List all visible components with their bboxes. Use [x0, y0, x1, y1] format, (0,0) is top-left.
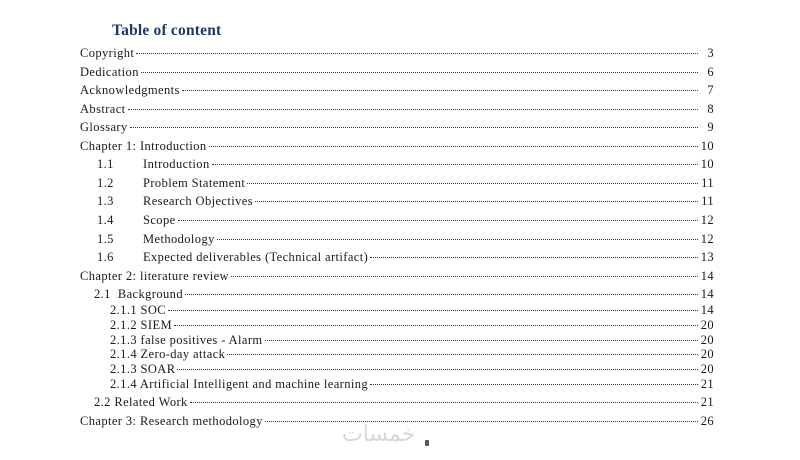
toc-entry-label: 2.1.1 SOC [110, 303, 167, 317]
dot-leader [177, 369, 698, 370]
toc-entry-page: 6 [707, 65, 714, 79]
dot-leader [265, 340, 698, 341]
toc-entry-acknowledgments[interactable] [80, 82, 714, 98]
toc-entry-label: 2.1.4 Artificial Intelligent and machine learning [110, 377, 369, 391]
toc-entry-label: Methodology [143, 232, 215, 246]
toc-entry-page: 26 [700, 414, 714, 428]
toc-entry-label: 2.1 Background [94, 287, 183, 301]
toc-entry-page: 14 [700, 303, 714, 317]
toc-entry-page: 14 [700, 287, 714, 301]
dot-leader [130, 127, 698, 128]
toc-entry-page: 10 [700, 139, 714, 153]
toc-entry-label: Chapter 3: Research methodology [80, 414, 263, 428]
toc-entry-2-1-1[interactable] [110, 302, 714, 318]
toc-entry-label: Expected deliverables (Technical artifact) [143, 250, 369, 264]
toc-entry-label: 2.1.2 SIEM [110, 318, 172, 332]
toc-entry-label: Dedication [80, 65, 139, 79]
toc-entry-label: Introduction [143, 157, 210, 171]
toc-entry-label: Abstract [80, 102, 126, 116]
toc-entry-label: 2.1.3 false positives - Alarm [110, 333, 263, 347]
toc-entry-1-4[interactable] [97, 212, 714, 228]
toc-entry-page: 11 [701, 176, 714, 190]
dot-leader [231, 276, 698, 277]
toc-entry-page: 12 [700, 232, 714, 246]
toc-entry-2-2[interactable] [94, 394, 714, 410]
dot-leader [136, 53, 698, 54]
toc-entry-page: 3 [707, 46, 714, 60]
toc-entry-label: Research Objectives [143, 194, 253, 208]
toc-entry-glossary[interactable] [80, 119, 714, 135]
toc-entry-2-1-4-ai[interactable] [110, 376, 714, 392]
dot-leader [255, 201, 698, 202]
dot-leader [247, 183, 698, 184]
dot-leader [370, 384, 698, 385]
toc-entry-label: Glossary [80, 120, 128, 134]
toc-entry-label: Scope [143, 213, 176, 227]
dot-leader [174, 325, 698, 326]
toc-entry-label: Copyright [80, 46, 135, 60]
dot-leader [217, 239, 698, 240]
toc-entry-1-1[interactable] [97, 156, 714, 172]
dot-leader [265, 421, 698, 422]
dot-leader [370, 257, 698, 258]
toc-entry-page: 11 [701, 194, 714, 208]
toc-entry-page: 20 [700, 347, 714, 361]
toc-entry-number: 1.1 [97, 157, 114, 171]
toc-entry-chapter-1[interactable] [80, 138, 714, 154]
toc-entry-page: 13 [700, 250, 714, 264]
toc-entry-abstract[interactable] [80, 101, 714, 117]
toc-entry-number: 1.6 [97, 250, 114, 264]
toc-entry-page: 21 [700, 377, 714, 391]
dot-leader [141, 72, 698, 73]
toc-entry-2-1-2[interactable] [110, 317, 714, 333]
dot-leader [209, 146, 698, 147]
toc-entry-label: Acknowledgments [80, 83, 180, 97]
watermark-logo: خمسات [342, 422, 416, 447]
dot-leader [182, 90, 698, 91]
dot-leader [212, 164, 698, 165]
toc-entry-page: 20 [700, 318, 714, 332]
toc-entry-1-3[interactable] [97, 193, 714, 209]
toc-entry-page: 14 [700, 269, 714, 283]
toc-entry-page: 20 [700, 362, 714, 376]
toc-entry-2-1-4[interactable] [110, 346, 714, 362]
toc-entry-dedication[interactable] [80, 64, 714, 80]
toc-entry-label: Chapter 1: Introduction [80, 139, 207, 153]
toc-entry-page: 9 [707, 120, 714, 134]
toc-entry-1-2[interactable] [97, 175, 714, 191]
dot-leader [190, 402, 698, 403]
toc-entry-page: 21 [700, 395, 714, 409]
toc-entry-page: 10 [700, 157, 714, 171]
toc-entry-number: 1.3 [97, 194, 114, 208]
toc-entry-copyright[interactable] [80, 45, 714, 61]
toc-entry-chapter-2[interactable] [80, 268, 714, 284]
dot-leader [168, 310, 698, 311]
toc-title: Table of content [112, 22, 222, 39]
dot-leader [227, 354, 698, 355]
toc-entry-number: 1.2 [97, 176, 114, 190]
toc-entry-label: Problem Statement [143, 176, 246, 190]
toc-entry-label: 2.1.4 Zero-day attack [110, 347, 226, 361]
toc-entry-page: 8 [707, 102, 714, 116]
dot-leader [128, 109, 698, 110]
toc-entry-number: 1.4 [97, 213, 114, 227]
toc-entry-page: 20 [700, 333, 714, 347]
dot-leader [185, 294, 698, 295]
toc-entry-label: 2.1.3 SOAR [110, 362, 176, 376]
dot-leader [178, 220, 698, 221]
toc-entry-1-6[interactable] [97, 249, 714, 265]
toc-entry-2-1[interactable] [94, 286, 714, 302]
toc-entry-page: 12 [700, 213, 714, 227]
toc-entry-label: 2.2 Related Work [94, 395, 188, 409]
toc-entry-label: Chapter 2: literature review [80, 269, 229, 283]
page-marker [425, 440, 429, 446]
toc-entry-page: 7 [707, 83, 714, 97]
toc-entry-1-5[interactable] [97, 231, 714, 247]
toc-entry-number: 1.5 [97, 232, 114, 246]
toc-entry-2-1-3-soar[interactable] [110, 361, 714, 377]
